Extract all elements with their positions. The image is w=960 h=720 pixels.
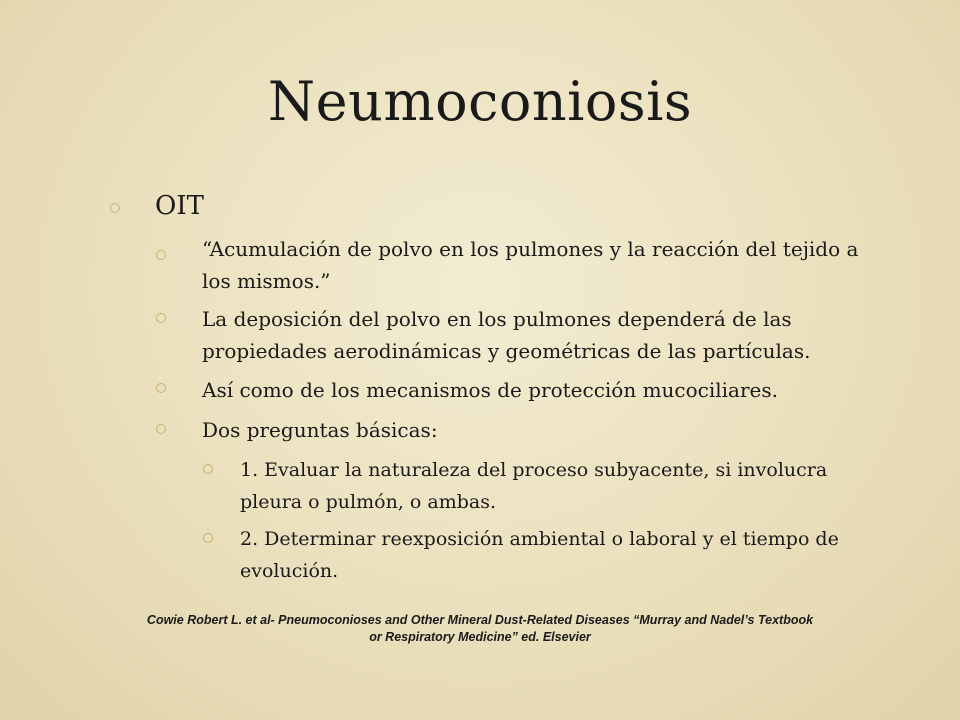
bullet-ring-icon <box>203 464 213 474</box>
bullet-text: La deposición del polvo en los pulmones dependerá de las propiedades aerodinámicas y geométricas de las partículas. <box>202 307 811 363</box>
bullet-questions <box>202 414 862 446</box>
bullet-text: Así como de los mecanismos de protección mucociliares. <box>202 378 778 402</box>
bullet-text: 1. Evaluar la naturaleza del proceso subyacente, si involucra pleura o pulmón, o ambas. <box>240 459 828 513</box>
slide-title: Neumoconiosis <box>267 70 693 133</box>
bullet-ring-icon <box>156 383 166 393</box>
bullet-text: “Acumulación de polvo en los pulmones y la reacción del tejido a los mismos.” <box>202 237 859 293</box>
bullet-text: 2. Determinar reexposición ambiental o laboral y el tiempo de evolución. <box>240 528 839 582</box>
bullet-oit <box>155 191 204 221</box>
bullet-question-1 <box>240 454 850 518</box>
bullet-deposition <box>202 303 862 367</box>
bullet-ring-icon <box>156 250 166 260</box>
citation: Cowie Robert L. et al- Pneumoconioses and Other Mineral Dust-Related Diseases “Murray and Nadel’s Textbook or Respiratory Medicine” ed. Elsevier <box>146 613 814 644</box>
bullet-question-2 <box>240 523 850 587</box>
bullet-mucociliary <box>202 374 862 406</box>
bullet-ring-icon <box>156 313 166 323</box>
bullet-definition <box>202 233 862 297</box>
bullet-ring-icon <box>156 424 166 434</box>
bullet-text: Dos preguntas básicas: <box>202 418 438 442</box>
bullet-ring-icon <box>203 533 213 543</box>
bullet-text: OIT <box>155 191 204 221</box>
bullet-ring-icon <box>110 203 120 213</box>
